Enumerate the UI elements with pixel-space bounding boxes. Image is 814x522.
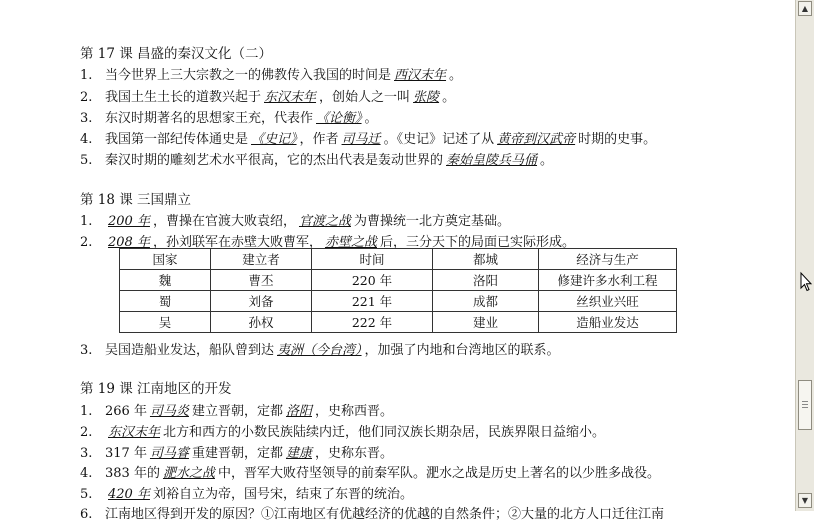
table-header-row (120, 249, 677, 270)
answer-blank: 官渡之战 (298, 214, 351, 229)
answer-blank: 司马炎 (149, 404, 189, 419)
table-cell: 曹丕 (211, 270, 312, 291)
item-text: 。《史记》记述了从 (383, 132, 495, 147)
item-number: 5. (80, 487, 93, 502)
scroll-down-button[interactable] (798, 493, 812, 508)
item-text: 。 (540, 153, 554, 168)
item-text: 。 (364, 111, 378, 126)
answer-blank: 张陵 (413, 90, 440, 105)
list-item (80, 339, 560, 358)
item-number: 4. (80, 132, 93, 147)
item-number: 3. (80, 111, 93, 126)
item-text: ，作者 (299, 132, 339, 147)
item-text: 北方和西方的小数民族陆续内迁，他们同汉族长期杂居，民族界限日益缩小。 (163, 425, 606, 440)
table-row (120, 312, 677, 333)
table-cell: 222 年 (312, 312, 433, 333)
answer-blank: 420 年 (108, 487, 150, 502)
item-number: 4. (80, 466, 93, 481)
arrow-up-icon: ▲ (801, 4, 809, 13)
answer-blank: 东汉末年 (108, 425, 161, 440)
item-text: 。 (442, 90, 456, 105)
table-cell: 221 年 (312, 291, 433, 312)
table-row (120, 291, 677, 312)
answer-blank: 黄帝到汉武帝 (497, 132, 576, 147)
table-header-cell: 经济与生产 (539, 249, 677, 270)
table-cell: 造船业发达 (539, 312, 677, 333)
three-kingdoms-table (119, 248, 677, 333)
answer-blank: 秦始皇陵兵马俑 (446, 153, 538, 168)
item-text: 266 年 (105, 404, 147, 419)
item-text: 江南地区得到开发的原因？①江南地区有优越经济的优越的自然条件；②大量的北方人口迁往江南 (105, 507, 665, 522)
answer-blank: 东汉末年 (264, 90, 317, 105)
lesson-17-title: 第 17 课 昌盛的秦汉文化（二） (80, 46, 273, 62)
table-cell: 丝织业兴旺 (539, 291, 677, 312)
item-text: 吴国造船业发达，船队曾到达 (105, 343, 275, 358)
item-text: 我国第一部纪传体通史是 (105, 132, 249, 147)
list-item (80, 503, 664, 522)
item-number: 1. (80, 68, 93, 83)
table-cell: 蜀 (120, 291, 211, 312)
table-header-cell: 建立者 (211, 249, 312, 270)
item-text: 东汉时期著名的思想家王充，代表作 (105, 111, 314, 126)
list-item (80, 128, 656, 147)
list-item (80, 149, 553, 168)
table-cell: 洛阳 (433, 270, 539, 291)
item-number: 3. (80, 446, 93, 461)
answer-blank: 建康 (285, 446, 312, 461)
list-item (80, 483, 413, 502)
item-number: 1. (80, 404, 93, 419)
item-text: 我国土生土长的道教兴起于 (105, 90, 262, 105)
table-cell: 魏 (120, 270, 211, 291)
mouse-pointer-icon (800, 272, 812, 292)
answer-blank: 夷洲（今台湾） (277, 343, 362, 358)
answer-blank: 西汉末年 (394, 68, 447, 83)
arrow-down-icon: ▼ (801, 496, 809, 505)
list-item (80, 210, 510, 229)
item-text: ，加强了内地和台湾地区的联系。 (364, 343, 560, 358)
item-number: 3. (80, 343, 93, 358)
list-item (80, 442, 393, 461)
item-text: 383 年的 (105, 466, 160, 481)
answer-blank: 《论衡》 (316, 111, 362, 126)
table-cell: 孙权 (211, 312, 312, 333)
item-text: 刘裕自立为帝，国号宋，结束了东晋的统治。 (152, 487, 413, 502)
item-text: 时期的史事。 (578, 132, 657, 147)
list-item (80, 107, 378, 126)
list-item (80, 400, 393, 419)
answer-blank: 208 年 (108, 235, 150, 250)
answer-blank: 司马睿 (149, 446, 189, 461)
answer-blank: 司马迁 (341, 132, 381, 147)
table-cell: 建业 (433, 312, 539, 333)
table-cell: 修建许多水利工程 (539, 270, 677, 291)
vertical-scrollbar[interactable] (795, 0, 814, 511)
list-item (80, 421, 605, 440)
table-cell: 吴 (120, 312, 211, 333)
item-text: 中，晋军大败苻坚领导的前秦军队。淝水之战是历史上著名的以少胜多战役。 (217, 466, 660, 481)
item-number: 1. (80, 214, 93, 229)
answer-blank: 赤壁之战 (324, 235, 377, 250)
item-text: 重建晋朝，定都 (191, 446, 283, 461)
table-header-cell: 时间 (312, 249, 433, 270)
item-text: 后，三分天下的局面已实际形成。 (379, 235, 575, 250)
table-cell: 220 年 (312, 270, 433, 291)
table-header-cell: 国家 (120, 249, 211, 270)
scroll-up-button[interactable] (798, 1, 812, 16)
answer-blank: 200 年 (108, 214, 150, 229)
item-text: 。 (449, 68, 463, 83)
lesson-18-title: 第 18 课 三国鼎立 (80, 192, 192, 208)
item-text: ，曹操在官渡大败袁绍， (152, 214, 296, 229)
answer-blank: 《史记》 (251, 132, 297, 147)
answer-blank: 洛阳 (285, 404, 312, 419)
table-row (120, 270, 677, 291)
scrollbar-thumb[interactable] (798, 380, 812, 430)
item-number: 2. (80, 235, 93, 250)
item-text: 当今世界上三大宗教之一的佛教传入我国的时间是 (105, 68, 392, 83)
item-number: 2. (80, 425, 93, 440)
table-header-cell: 都城 (433, 249, 539, 270)
item-number: 2. (80, 90, 93, 105)
item-text: 317 年 (105, 446, 147, 461)
list-item (80, 64, 462, 83)
item-text: ，创始人之一叫 (319, 90, 411, 105)
list-item (80, 462, 660, 481)
item-text: ，孙刘联军在赤壁大败曹军， (152, 235, 322, 250)
lesson-19-title: 第 19 课 江南地区的开发 (80, 381, 232, 397)
answer-blank: 淝水之战 (162, 466, 215, 481)
item-text: 秦汉时期的雕刻艺术水平很高，它的杰出代表是轰动世界的 (105, 153, 444, 168)
item-text: 建立晋朝，定都 (191, 404, 283, 419)
item-text: ，史称东晋。 (315, 446, 394, 461)
list-item (80, 86, 455, 105)
table-cell: 刘备 (211, 291, 312, 312)
item-text: 为曹操统一北方奠定基础。 (353, 214, 510, 229)
item-number: 5. (80, 153, 93, 168)
table-cell: 成都 (433, 291, 539, 312)
item-number: 6. (80, 507, 93, 522)
item-text: ，史称西晋。 (315, 404, 394, 419)
